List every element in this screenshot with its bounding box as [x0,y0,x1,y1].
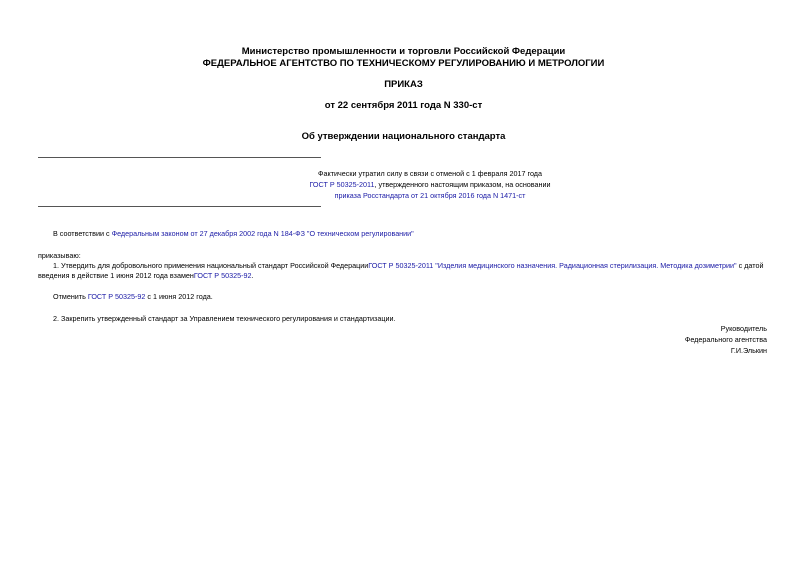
status-note-line2-text: , утвержденного настоящим приказом, на основании [374,180,551,189]
status-note-line3 [180,191,680,200]
item2-paragraph: 2. Закрепить утвержденный стандарт за Управлением технического регулирования и стандартизации. [53,314,396,323]
doc-type: ПРИКАЗ [384,79,423,90]
cancel-prefix: Отменить [53,292,88,301]
rosstandart-order-link[interactable]: приказа Росстандарта от 21 октября 2016 года N 1471-ст [334,191,526,200]
date-number: от 22 сентября 2011 года N 330-ст [324,100,483,111]
signature-name: Г.И.Элькин [730,346,767,355]
agency-title: ФЕДЕРАЛЬНОЕ АГЕНТСТВО ПО ТЕХНИЧЕСКОМУ РЕГУЛИРОВАНИЮ И МЕТРОЛОГИИ [202,58,605,69]
item1-line1 [53,261,763,270]
intro-prefix: В соответствии с [53,229,112,238]
cancel-suffix: с 1 июня 2012 года. [145,292,213,301]
intro-paragraph [53,229,414,238]
federal-law-link[interactable]: Федеральным законом от 27 декабря 2002 года N 184-ФЗ "О техническом регулировании" [111,229,414,238]
item1-line2-suffix: . [251,271,254,280]
order-word: приказываю: [38,251,81,260]
ministry-title: Министерство промышленности и торговли Российской Федерации [241,46,566,57]
status-note-line2 [180,180,680,189]
gost-2011-link[interactable]: ГОСТ Р 50325-2011 [309,180,375,189]
doc-subject: Об утверждении национального стандарта [301,131,506,142]
item1-suffix: с датой [736,261,764,270]
item1-prefix: 1. Утвердить для добровольного применения национальный стандарт Российской Федерации [53,261,369,270]
gost-92-link[interactable]: ГОСТ Р 50325-92 [193,271,252,280]
gost-92-cancel-link[interactable]: ГОСТ Р 50325-92 [87,292,146,301]
signature-title2: Федерального агентства [684,335,767,344]
item1-line2-prefix: введения в действие 1 июня 2012 года взамен [38,271,194,280]
cancel-paragraph [53,292,213,301]
status-note-line1: Фактически утратил силу в связи с отменой с 1 февраля 2017 года [318,169,542,178]
top-divider [38,157,321,158]
gost-2011-title-link[interactable]: ГОСТ Р 50325-2011 "Изделия медицинского назначения. Радиационная стерилизация. Методика дозиметрии" [368,261,737,270]
bottom-divider [38,206,321,207]
item1-line2 [38,271,253,280]
signature-title1: Руководитель [720,324,767,333]
